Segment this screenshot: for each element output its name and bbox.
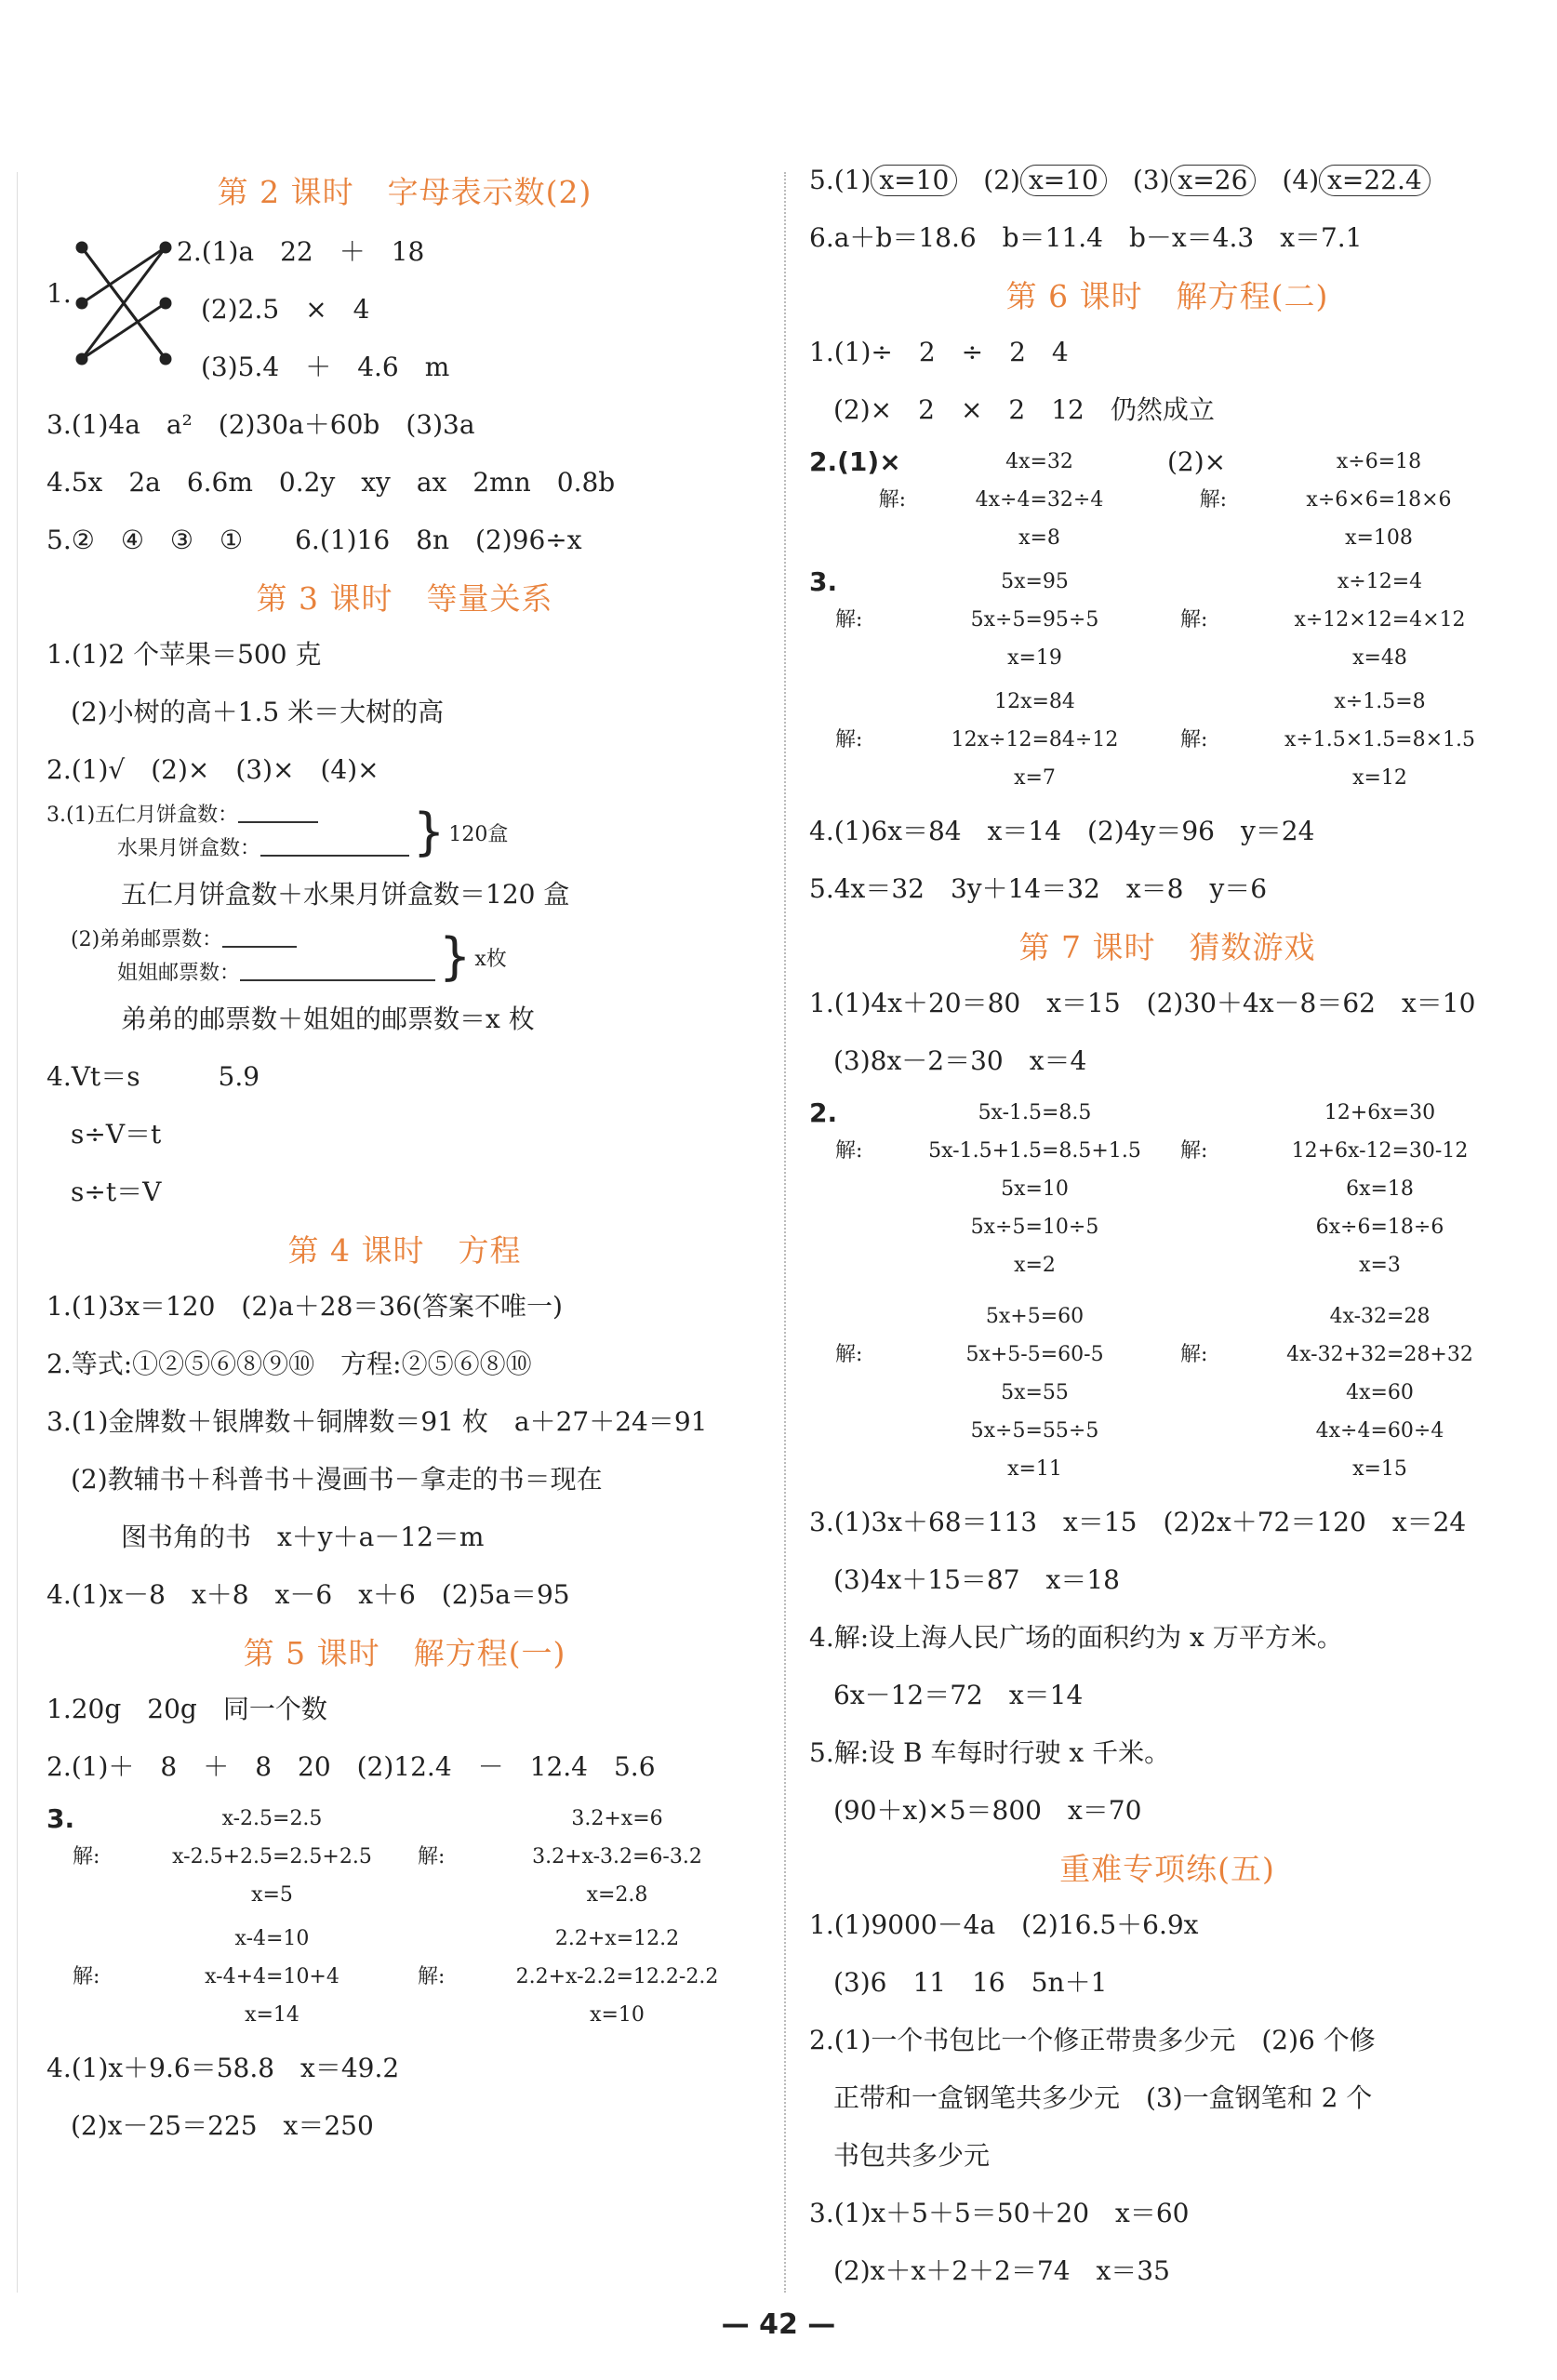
equation: 2.(1)× 解: 4x=32 4x÷4=32÷4 x=8 <box>809 446 1104 550</box>
l4-q3c: 图书角的书 x＋y＋a－12＝m <box>121 1522 485 1552</box>
sp-q2c: 书包共多少元 <box>833 2140 991 2171</box>
equation: 解: 5x=95 5x÷5=95÷5 x=19 <box>835 570 1099 670</box>
lesson-4-heading: 第 4 课时 方程 <box>287 1232 522 1269</box>
l3-q3b-eq: 弟弟的邮票数＋姐姐的邮票数＝x 枚 <box>121 1004 535 1034</box>
sp-q2b: 正带和一盒钢笔共多少元 (3)一盒钢笔和 2 个 <box>833 2082 1373 2113</box>
lesson-6-heading: 第 6 课时 解方程(二) <box>1005 278 1329 314</box>
l6-q4: 4.(1)6x＝84 x＝14 (2)4y＝96 y＝24 <box>809 816 1315 846</box>
l2-q4: 4.5x 2a 6.6m 0.2y xy ax 2mn 0.8b <box>47 467 616 498</box>
l2-q5-q6: 5.② ④ ③ ① 6.(1)16 8n (2)96÷x <box>47 525 582 555</box>
brace-icon: } <box>413 803 446 861</box>
equation: 解: 2.2+x=12.2 2.2+x-2.2=12.2-2.2 x=10 <box>418 1927 719 2027</box>
l7-q4b: 6x－12＝72 x＝14 <box>833 1680 1084 1710</box>
l7-q4a: 4.解:设上海人民广场的面积约为 x 万平方米。 <box>809 1622 1343 1653</box>
r-q6: 6.a＋b＝18.6 b＝11.4 b－x＝4.3 x＝7.1 <box>809 222 1363 253</box>
l6-q2 <box>809 443 1525 557</box>
answer-oval: x=26 <box>1170 165 1257 196</box>
l4-q1: 1.(1)3x＝120 (2)a＋28＝36(答案不唯一) <box>47 1291 563 1322</box>
l7-q3b: (3)4x＋15＝87 x＝18 <box>833 1564 1120 1595</box>
equation: 解: x÷1.5=8 x÷1.5×1.5=8×1.5 x=12 <box>1180 690 1476 790</box>
answer-oval: x=10 <box>1020 165 1107 196</box>
l6-q1a: 1.(1)÷ 2 ÷ 2 4 <box>809 337 1069 367</box>
q2-line-3: (3)5.4 ＋ 4.6 m <box>201 352 450 382</box>
page-edge-line <box>17 172 18 2293</box>
equation: 解: 4x-32=28 4x-32+32=28+32 4x=60 4x÷4=60÷4 x=15 <box>1180 1305 1473 1481</box>
equation: 解: 5x-1.5=8.5 5x-1.5+1.5=8.5+1.5 5x=10 5x÷5=10÷5 x=2 <box>835 1101 1141 1277</box>
equation: 解: 5x+5=60 5x+5-5=60-5 5x=55 5x÷5=55÷5 x=11 <box>835 1305 1104 1481</box>
page-number: — 42 — <box>721 2308 836 2341</box>
equation: 解: x-2.5=2.5 x-2.5+2.5=2.5+2.5 x=5 <box>73 1807 372 1907</box>
l7-q3a: 3.(1)3x＋68＝113 x＝15 (2)2x＋72＝120 x＝24 <box>809 1507 1467 1537</box>
sp-q3a: 3.(1)x＋5＋5＝50＋20 x＝60 <box>809 2198 1190 2228</box>
right-column <box>809 163 1525 2300</box>
l5-q4b: (2)x－25＝225 x＝250 <box>71 2110 374 2141</box>
special-practice-heading: 重难专项练(五) <box>1059 1851 1275 1887</box>
l4-q3a: 3.(1)金牌数＋银牌数＋铜牌数＝91 枚 a＋27＋24＝91 <box>47 1406 708 1437</box>
l6-q3-row1: 3. 解: 5x=95 5x÷5=95÷5 x=19 解: x÷12=4 x÷12×12=4×12 x=48 <box>809 563 1525 677</box>
l4-q3b: (2)教辅书＋科普书＋漫画书－拿走的书＝现在 <box>71 1464 603 1495</box>
left-column <box>47 163 763 2155</box>
equation: 解: 12x=84 12x÷12=84÷12 x=7 <box>835 690 1119 790</box>
column-divider <box>784 172 786 2293</box>
l3-q4c: s÷t＝V <box>71 1177 162 1207</box>
lesson-7-heading: 第 7 课时 猜数游戏 <box>1018 929 1316 965</box>
equation: 解: x÷12=4 x÷12×12=4×12 x=48 <box>1180 570 1466 670</box>
l4-q4: 4.(1)x－8 x＋8 x－6 x＋6 (2)5a＝95 <box>47 1579 570 1610</box>
q1-number: 1. <box>47 278 72 309</box>
equation: 解: 3.2+x=6 3.2+x-3.2=6-3.2 x=2.8 <box>418 1807 702 1907</box>
l5-q3-row2 <box>47 1920 763 2034</box>
l7-q2-row2 <box>809 1297 1525 1488</box>
l3-q2: 2.(1)√ (2)× (3)× (4)× <box>47 754 379 785</box>
lesson-5-heading: 第 5 课时 解方程(一) <box>243 1635 566 1671</box>
matching-diagram <box>47 219 177 396</box>
l3-q3b-diagram: (2)弟弟邮票数： 姐姐邮票数： } x枚 <box>71 927 507 986</box>
l3-q1b: (2)小树的高＋1.5 米＝大树的高 <box>71 697 445 727</box>
lesson-2-q1-q2 <box>47 219 763 396</box>
l7-q2-row1: 2. 解: 5x-1.5=8.5 5x-1.5+1.5=8.5+1.5 5x=10 5x÷5=10÷5 x=2 解: 12+6x=30 12+6x-12=30-12 6x=18 6x÷6=18÷6 x=3 <box>809 1094 1525 1284</box>
q2-line-2: (2)2.5 × 4 <box>201 294 370 325</box>
l7-q1a: 1.(1)4x＋20＝80 x＝15 (2)30＋4x－8＝62 x＝10 <box>809 988 1476 1018</box>
l3-q1a: 1.(1)2 个苹果＝500 克 <box>47 639 322 670</box>
cross-lines-icon <box>73 219 184 396</box>
lesson-2-heading: 第 2 课时 字母表示数(2) <box>217 174 592 210</box>
l5-q4a: 4.(1)x＋9.6＝58.8 x＝49.2 <box>47 2053 400 2083</box>
l6-q1b: (2)× 2 × 2 12 仍然成立 <box>833 394 1215 425</box>
equation: 解: 12+6x=30 12+6x-12=30-12 6x=18 6x÷6=18÷6 x=3 <box>1180 1101 1469 1277</box>
answer-oval: x=10 <box>871 165 957 196</box>
sp-q1a: 1.(1)9000－4a (2)16.5＋6.9x <box>809 1909 1199 1940</box>
l7-q5b: (90＋x)×5＝800 x＝70 <box>833 1795 1142 1826</box>
lesson-3-heading: 第 3 课时 等量关系 <box>256 580 553 617</box>
l3-q3-eq: 五仁月饼盒数＋水果月饼盒数＝120 盒 <box>121 879 570 910</box>
sp-q3b: (2)x＋x＋2＋2＝74 x＝35 <box>833 2255 1170 2286</box>
l7-q1b: (3)8x－2＝30 x＝4 <box>833 1045 1087 1076</box>
l2-q3: 3.(1)4a a² (2)30a＋60b (3)3a <box>47 409 475 440</box>
l5-q3-row1: 3. 解: x-2.5=2.5 x-2.5+2.5=2.5+2.5 x=5 解: 3.2+x=6 3.2+x-3.2=6-3.2 x=2.8 <box>47 1800 763 1914</box>
l5-q1: 1.20g 20g 同一个数 <box>47 1694 327 1724</box>
l3-q4b: s÷V＝t <box>71 1119 162 1150</box>
l7-q5a: 5.解:设 B 车每时行驶 x 千米。 <box>809 1737 1171 1768</box>
equation: (2)× 解: x÷6=18 x÷6×6=18×6 x=108 <box>1167 446 1452 550</box>
q2-line-1: 2.(1)a 22 ＋ 18 <box>177 236 425 267</box>
l6-q3-row2 <box>809 683 1525 797</box>
l6-q5: 5.4x＝32 3y＋14＝32 x＝8 y＝6 <box>809 873 1268 904</box>
l3-q4a: 4.Vt＝s 5.9 <box>47 1061 260 1092</box>
sp-q1b: (3)6 11 16 5n＋1 <box>833 1967 1108 1998</box>
brace-icon: } <box>439 927 472 986</box>
l4-q2: 2.等式:①②⑤⑥⑧⑨⑩ 方程:②⑤⑥⑧⑩ <box>47 1349 532 1379</box>
equation: 解: x-4=10 x-4+4=10+4 x=14 <box>73 1927 339 2027</box>
r-q5: 5.(1) x=10 (2) x=10 (3) x=26 (4) x=22.4 <box>809 152 1525 209</box>
l3-q3-diagram: 3.(1)五仁月饼盒数： 水果月饼盒数： } 120盒 <box>47 803 509 861</box>
l5-q2: 2.(1)＋ 8 ＋ 8 20 (2)12.4 － 12.4 5.6 <box>47 1751 656 1782</box>
sp-q2a: 2.(1)一个书包比一个修正带贵多少元 (2)6 个修 <box>809 2025 1376 2055</box>
answer-oval: x=22.4 <box>1319 165 1431 196</box>
